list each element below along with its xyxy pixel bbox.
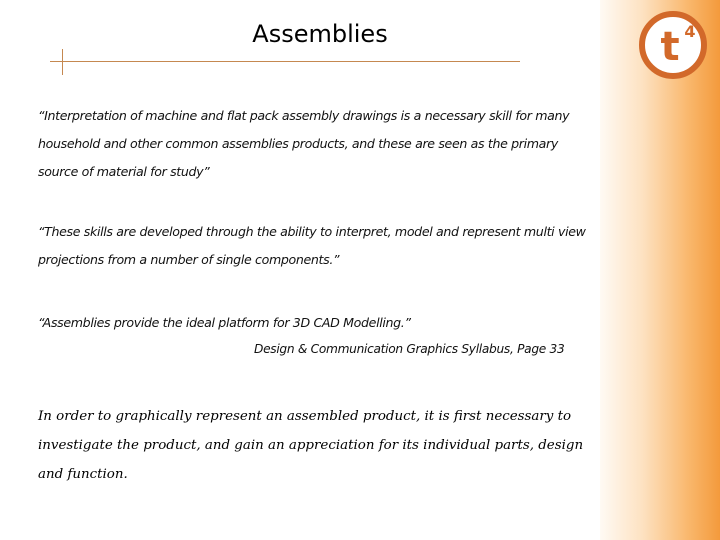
title-underline [50, 61, 520, 62]
logo-superscript: 4 [684, 22, 696, 41]
quote-skills: “These skills are developed through the ability to interpret, model and represent multi view projections from a number of single components.” [38, 224, 586, 267]
quote-interpretation: “Interpretation of machine and flat pack assembly drawings is a necessary skill for many household and other common assemblies products, and these are seen as the primary source of material for study” [38, 108, 570, 179]
t4-logo-icon [638, 10, 708, 80]
slide-title: Assemblies [252, 20, 388, 48]
orange-side-band [600, 0, 720, 540]
logo-letter: t [660, 24, 680, 70]
syllabus-citation: Design & Communication Graphics Syllabus, Page 33 [254, 342, 565, 356]
assembly-statement: In order to graphically represent an assembled product, it is first necessary to investigate the product, and gain an appreciation for its individual parts, design and function. [38, 409, 584, 482]
title-crosshair-mark [62, 49, 63, 75]
quote-cad-modelling: “Assemblies provide the ideal platform for 3D CAD Modelling.” [38, 315, 411, 330]
